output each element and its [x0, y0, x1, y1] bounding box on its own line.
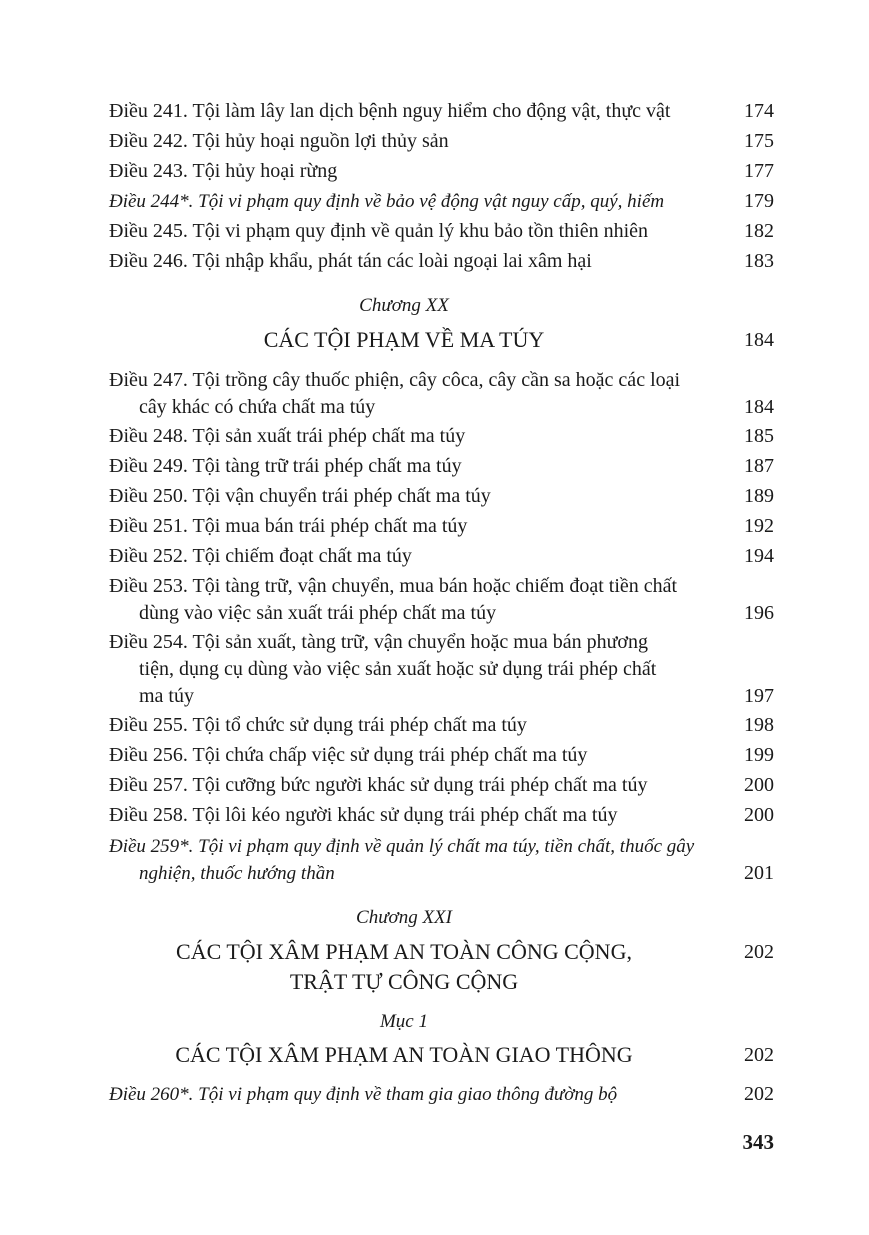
toc-entry-258 [109, 802, 774, 829]
entry-title: Điều 258. Tội lôi kéo người khác sử dụng trái phép chất ma túy [109, 804, 618, 826]
entry-page: 187 [744, 455, 774, 477]
toc-entry-260 [109, 1081, 774, 1108]
entry-page: 202 [744, 1083, 774, 1105]
entry-page: 175 [744, 130, 774, 152]
toc-entry-242 [109, 128, 774, 155]
entry-page: 200 [744, 804, 774, 826]
entry-page: 197 [744, 685, 774, 707]
entry-title: Điều 254. Tội sản xuất, tàng trữ, vận chuyển hoặc mua bán phương [109, 631, 648, 653]
entry-title: Điều 253. Tội tàng trữ, vận chuyển, mua bán hoặc chiếm đoạt tiền chất [109, 575, 678, 597]
toc-entry-248 [109, 423, 774, 450]
entry-title-continued: dùng vào việc sản xuất trái phép chất ma túy [139, 602, 497, 624]
chapter-title: CÁC TỘI PHẠM VỀ MA TÚY [263, 327, 545, 352]
entry-title: Điều 251. Tội mua bán trái phép chất ma túy [109, 515, 468, 537]
chapter-label: Chương XX [359, 295, 449, 316]
entry-title: Điều 246. Tội nhập khẩu, phát tán các loài ngoại lai xâm hại [109, 250, 592, 272]
entry-title: Điều 255. Tội tổ chức sử dụng trái phép chất ma túy [109, 714, 527, 736]
toc-entry-249 [109, 453, 774, 480]
section-heading [109, 1040, 774, 1070]
entry-title: Điều 257. Tội cưỡng bức người khác sử dụng trái phép chất ma túy [109, 774, 648, 796]
entry-title: Điều 250. Tội vận chuyển trái phép chất ma túy [109, 485, 491, 507]
entry-title: Điều 241. Tội làm lây lan dịch bệnh nguy hiểm cho động vật, thực vật [109, 100, 671, 122]
entry-page: 177 [744, 160, 774, 182]
toc-entry-241 [109, 98, 774, 125]
entry-page: 179 [744, 190, 774, 212]
entry-page: 183 [744, 250, 774, 272]
toc-entry-244 [109, 188, 774, 215]
entry-title: Điều 248. Tội sản xuất trái phép chất ma túy [109, 425, 466, 447]
toc-entry-246 [109, 248, 774, 275]
entry-title: Điều 245. Tội vi phạm quy định về quản lý khu bảo tồn thiên nhiên [109, 220, 649, 242]
entry-title: Điều 252. Tội chiếm đoạt chất ma túy [109, 545, 412, 567]
entry-page: 189 [744, 485, 774, 507]
entry-title: Điều 256. Tội chứa chấp việc sử dụng trái phép chất ma túy [109, 744, 588, 766]
entry-page: 192 [744, 515, 774, 537]
entry-title-continued-2: ma túy [139, 685, 194, 707]
entry-title-continued: tiện, dụng cụ dùng vào việc sản xuất hoặc sử dụng trái phép chất [139, 658, 657, 680]
chapter-page: 202 [744, 941, 774, 963]
entry-page: 185 [744, 425, 774, 447]
chapter-title-line-1: CÁC TỘI XÂM PHẠM AN TOÀN CÔNG CỘNG, [176, 939, 632, 964]
toc-entry-255 [109, 712, 774, 739]
toc-entry-259 [109, 833, 774, 887]
entry-page: 182 [744, 220, 774, 242]
entry-title: Điều 242. Tội hủy hoại nguồn lợi thủy sản [109, 130, 449, 152]
chapter-heading [109, 325, 774, 355]
toc-entry-250 [109, 483, 774, 510]
toc-entry-247 [109, 367, 774, 421]
entry-title: Điều 260*. Tội vi phạm quy định về tham gia giao thông đường bộ [109, 1084, 618, 1105]
toc-entry-256 [109, 742, 774, 769]
section-page: 202 [744, 1044, 774, 1066]
entry-page: 184 [744, 396, 774, 418]
toc-entry-252 [109, 543, 774, 570]
entry-title-continued: cây khác có chứa chất ma túy [139, 396, 376, 418]
section-label: Mục 1 [379, 1011, 428, 1032]
entry-title: Điều 243. Tội hủy hoại rừng [109, 160, 338, 182]
toc-entry-243 [109, 158, 774, 185]
entry-page: 200 [744, 774, 774, 796]
toc-entry-251 [109, 513, 774, 540]
entry-page: 201 [744, 862, 774, 884]
chapter-heading [109, 937, 774, 997]
toc-entry-257 [109, 772, 774, 799]
entry-title-continued: nghiện, thuốc hướng thần [139, 863, 335, 884]
entry-page: 194 [744, 545, 774, 567]
entry-title: Điều 244*. Tội vi phạm quy định về bảo vệ động vật nguy cấp, quý, hiếm [109, 191, 665, 212]
entry-page: 196 [744, 602, 774, 624]
chapter-label: Chương XXI [356, 907, 452, 928]
section-title: CÁC TỘI XÂM PHẠM AN TOÀN GIAO THÔNG [175, 1042, 633, 1067]
chapter-page: 184 [744, 329, 774, 351]
chapter-title-line-2: TRẬT TỰ CÔNG CỘNG [289, 969, 519, 994]
entry-title: Điều 249. Tội tàng trữ trái phép chất ma túy [109, 455, 462, 477]
entry-title: Điều 247. Tội trồng cây thuốc phiện, cây côca, cây cần sa hoặc các loại [109, 369, 681, 391]
entry-title: Điều 259*. Tội vi phạm quy định về quản lý chất ma túy, tiền chất, thuốc gây [109, 836, 695, 857]
toc-entry-253 [109, 573, 774, 627]
entry-page: 199 [744, 744, 774, 766]
entry-page: 198 [744, 714, 774, 736]
page-number: 343 [742, 1130, 774, 1154]
entry-page: 174 [744, 100, 774, 122]
toc-entry-254 [109, 629, 774, 710]
toc-entry-245 [109, 218, 774, 245]
